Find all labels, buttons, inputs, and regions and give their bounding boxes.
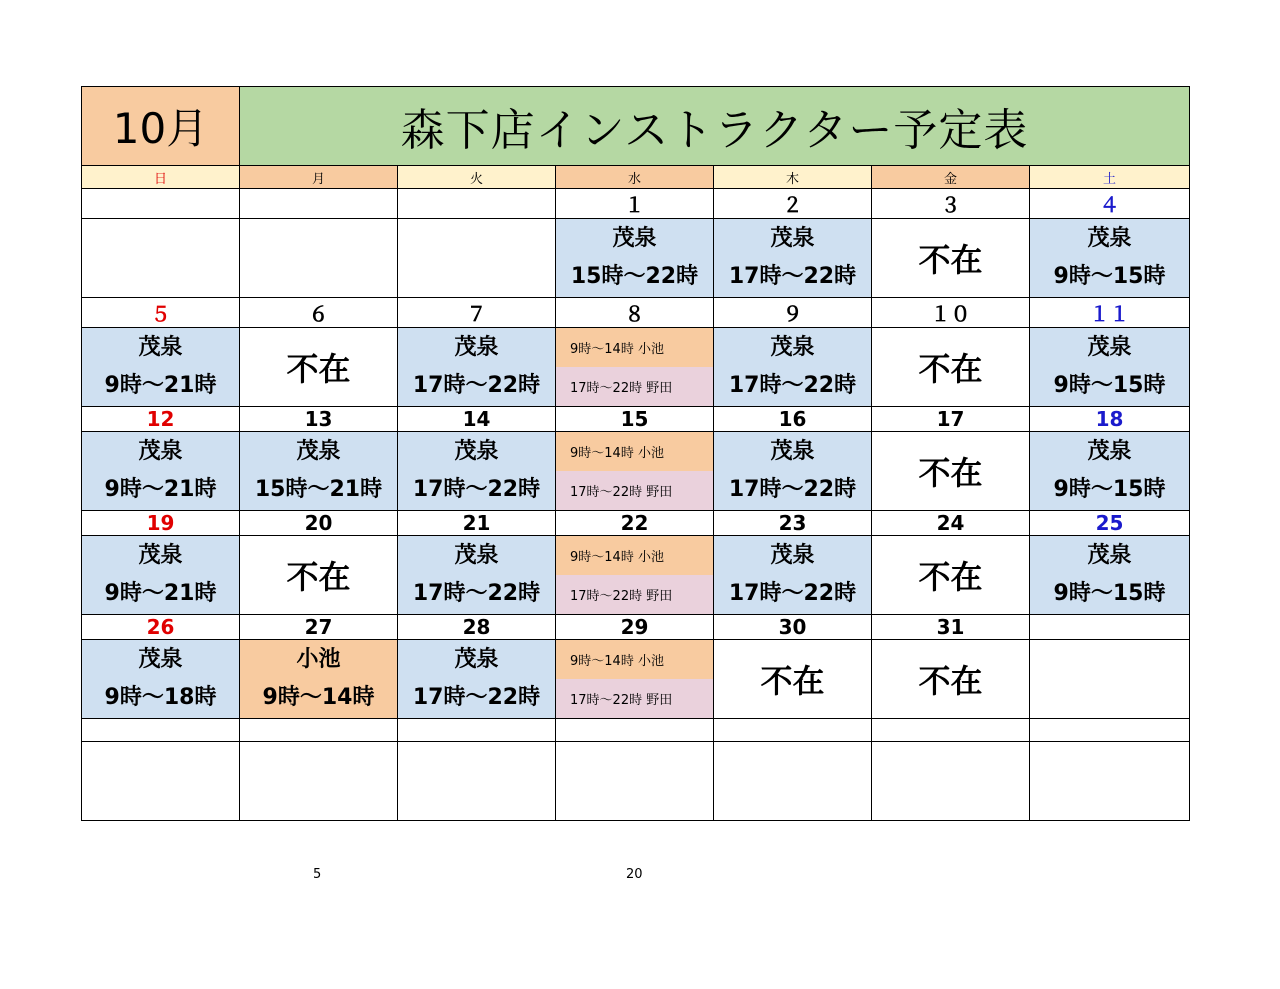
- shift-time: 9時～21時: [104, 581, 217, 606]
- shift-time: 17時～22時: [728, 373, 857, 398]
- instructor-name: 茂泉: [1087, 439, 1132, 464]
- morning-shift: 9時～14時 小池: [556, 432, 713, 471]
- empty-cell: [1030, 719, 1190, 742]
- day-cell: [82, 432, 240, 511]
- date-cell: ２: [714, 189, 872, 219]
- day-cell: [556, 328, 714, 407]
- shift-time: 17時～22時: [412, 685, 541, 710]
- shift-time: 17時～22時: [412, 477, 541, 502]
- empty-cell: [714, 719, 872, 742]
- day-cell: [1030, 536, 1190, 615]
- weekday-mon: 月: [240, 166, 398, 189]
- date-cell: 29: [556, 615, 714, 640]
- empty-cell: [240, 742, 398, 821]
- absent-label: 不在: [760, 662, 825, 700]
- date-cell: １０: [872, 298, 1030, 328]
- instructor-name: 茂泉: [138, 647, 183, 672]
- evening-shift: 17時～22時 野田: [556, 367, 713, 406]
- date-cell: 13: [240, 407, 398, 432]
- day-cell: [398, 328, 556, 407]
- morning-shift: 9時～14時 小池: [556, 640, 713, 679]
- day-cell: [1030, 432, 1190, 511]
- date-cell: １: [556, 189, 714, 219]
- absent-label: 不在: [918, 241, 983, 279]
- empty-cell: [398, 719, 556, 742]
- day-cell: [872, 328, 1030, 407]
- day-cell: [82, 640, 240, 719]
- date-cell: 21: [398, 511, 556, 536]
- evening-shift: 17時～22時 野田: [556, 471, 713, 510]
- schedule-table: [81, 86, 1190, 821]
- absent-label: 不在: [918, 350, 983, 388]
- weekday-fri: 金: [872, 166, 1030, 189]
- morning-shift: 9時～14時 小池: [556, 328, 713, 367]
- date-cell: 22: [556, 511, 714, 536]
- instructor-name: 茂泉: [138, 335, 183, 360]
- date-cell: 30: [714, 615, 872, 640]
- day-cell: [714, 219, 872, 298]
- shift-time: 9時～15時: [1053, 373, 1166, 398]
- day-cell: [1030, 640, 1190, 719]
- date-cell: 31: [872, 615, 1030, 640]
- day-cell: [872, 640, 1030, 719]
- date-cell: 17: [872, 407, 1030, 432]
- date-row: [82, 511, 1190, 536]
- empty-cell: [556, 742, 714, 821]
- empty-cell: [1030, 742, 1190, 821]
- date-cell: ７: [398, 298, 556, 328]
- split-shift: [556, 640, 713, 718]
- schedule-row: [82, 432, 1190, 511]
- weekday-header-row: [82, 166, 1190, 189]
- instructor-name: 茂泉: [770, 335, 815, 360]
- absent-label: 不在: [286, 350, 351, 388]
- empty-cell: [82, 742, 240, 821]
- footnote-1: 5: [313, 867, 322, 882]
- date-cell: 28: [398, 615, 556, 640]
- shift-time: 17時～22時: [728, 264, 857, 289]
- weekday-thu: 木: [714, 166, 872, 189]
- month-label: 10月: [82, 87, 240, 166]
- split-shift: [556, 536, 713, 614]
- instructor-name: 茂泉: [454, 335, 499, 360]
- date-cell: [398, 189, 556, 219]
- empty-cell: [398, 742, 556, 821]
- date-cell: [82, 189, 240, 219]
- empty-cell: [714, 742, 872, 821]
- date-cell: 15: [556, 407, 714, 432]
- date-cell: ３: [872, 189, 1030, 219]
- date-cell: 24: [872, 511, 1030, 536]
- instructor-name: 茂泉: [612, 226, 657, 251]
- empty-cell: [240, 719, 398, 742]
- empty-cell: [872, 719, 1030, 742]
- date-cell: [1030, 615, 1190, 640]
- shift-time: 9時～18時: [104, 685, 217, 710]
- day-cell: [398, 432, 556, 511]
- empty-cell: [872, 742, 1030, 821]
- absent-label: 不在: [918, 662, 983, 700]
- day-cell: [556, 219, 714, 298]
- day-cell: [556, 432, 714, 511]
- page-title: 森下店インストラクター予定表: [240, 87, 1190, 166]
- instructor-name: 茂泉: [138, 543, 183, 568]
- day-cell: [872, 432, 1030, 511]
- date-cell: １１: [1030, 298, 1190, 328]
- instructor-name: 茂泉: [1087, 543, 1132, 568]
- absent-label: 不在: [918, 454, 983, 492]
- shift-time: 9時～15時: [1053, 581, 1166, 606]
- day-cell: [556, 640, 714, 719]
- empty-cell: [82, 719, 240, 742]
- day-cell: [240, 328, 398, 407]
- shift-time: 9時～14時: [262, 685, 375, 710]
- day-cell: [714, 640, 872, 719]
- shift-time: 15時～22時: [570, 264, 699, 289]
- shift-time: 17時～22時: [412, 373, 541, 398]
- instructor-name: 茂泉: [770, 543, 815, 568]
- weekday-wed: 水: [556, 166, 714, 189]
- day-cell: [1030, 328, 1190, 407]
- split-shift: [556, 328, 713, 406]
- morning-shift: 9時～14時 小池: [556, 536, 713, 575]
- day-cell: [1030, 219, 1190, 298]
- evening-shift: 17時～22時 野田: [556, 679, 713, 718]
- footnote-2: 20: [626, 867, 643, 882]
- shift-time: 17時～22時: [412, 581, 541, 606]
- instructor-name: 茂泉: [138, 439, 183, 464]
- day-cell: [714, 536, 872, 615]
- schedule-row: [82, 640, 1190, 719]
- date-row: [82, 189, 1190, 219]
- date-cell: [240, 189, 398, 219]
- date-cell: 19: [82, 511, 240, 536]
- date-cell: 27: [240, 615, 398, 640]
- day-cell: [240, 536, 398, 615]
- date-cell: 16: [714, 407, 872, 432]
- shift-time: 9時～15時: [1053, 264, 1166, 289]
- date-cell: ５: [82, 298, 240, 328]
- schedule-row: [82, 328, 1190, 407]
- shift-time: 9時～21時: [104, 373, 217, 398]
- day-cell: [82, 219, 240, 298]
- instructor-name: 茂泉: [1087, 335, 1132, 360]
- date-cell: 12: [82, 407, 240, 432]
- day-cell: [714, 432, 872, 511]
- shift-time: 15時～21時: [254, 477, 383, 502]
- date-cell: 18: [1030, 407, 1190, 432]
- date-row: [82, 298, 1190, 328]
- day-cell: [398, 219, 556, 298]
- instructor-name: 茂泉: [454, 543, 499, 568]
- instructor-name: 小池: [296, 647, 341, 672]
- blank-row: [82, 719, 1190, 742]
- day-cell: [240, 219, 398, 298]
- instructor-name: 茂泉: [770, 226, 815, 251]
- day-cell: [872, 536, 1030, 615]
- absent-label: 不在: [918, 558, 983, 596]
- date-cell: 23: [714, 511, 872, 536]
- day-cell: [82, 536, 240, 615]
- instructor-name: 茂泉: [296, 439, 341, 464]
- date-cell: 14: [398, 407, 556, 432]
- schedule-row: [82, 536, 1190, 615]
- day-cell: [714, 328, 872, 407]
- empty-cell: [556, 719, 714, 742]
- blank-row: [82, 742, 1190, 821]
- date-cell: ８: [556, 298, 714, 328]
- weekday-tue: 火: [398, 166, 556, 189]
- instructor-name: 茂泉: [770, 439, 815, 464]
- day-cell: [82, 328, 240, 407]
- instructor-name: 茂泉: [454, 439, 499, 464]
- date-cell: 20: [240, 511, 398, 536]
- split-shift: [556, 432, 713, 510]
- day-cell: [240, 432, 398, 511]
- schedule-row: [82, 219, 1190, 298]
- day-cell: [240, 640, 398, 719]
- instructor-name: 茂泉: [1087, 226, 1132, 251]
- instructor-name: 茂泉: [454, 647, 499, 672]
- date-cell: ６: [240, 298, 398, 328]
- shift-time: 17時～22時: [728, 581, 857, 606]
- shift-time: 17時～22時: [728, 477, 857, 502]
- date-cell: 25: [1030, 511, 1190, 536]
- shift-time: 9時～21時: [104, 477, 217, 502]
- shift-time: 9時～15時: [1053, 477, 1166, 502]
- absent-label: 不在: [286, 558, 351, 596]
- date-cell: 26: [82, 615, 240, 640]
- day-cell: [872, 219, 1030, 298]
- evening-shift: 17時～22時 野田: [556, 575, 713, 614]
- day-cell: [398, 536, 556, 615]
- day-cell: [556, 536, 714, 615]
- weekday-sun: 日: [82, 166, 240, 189]
- date-row: [82, 615, 1190, 640]
- date-cell: ９: [714, 298, 872, 328]
- date-cell: ４: [1030, 189, 1190, 219]
- date-row: [82, 407, 1190, 432]
- day-cell: [398, 640, 556, 719]
- weekday-sat: 土: [1030, 166, 1190, 189]
